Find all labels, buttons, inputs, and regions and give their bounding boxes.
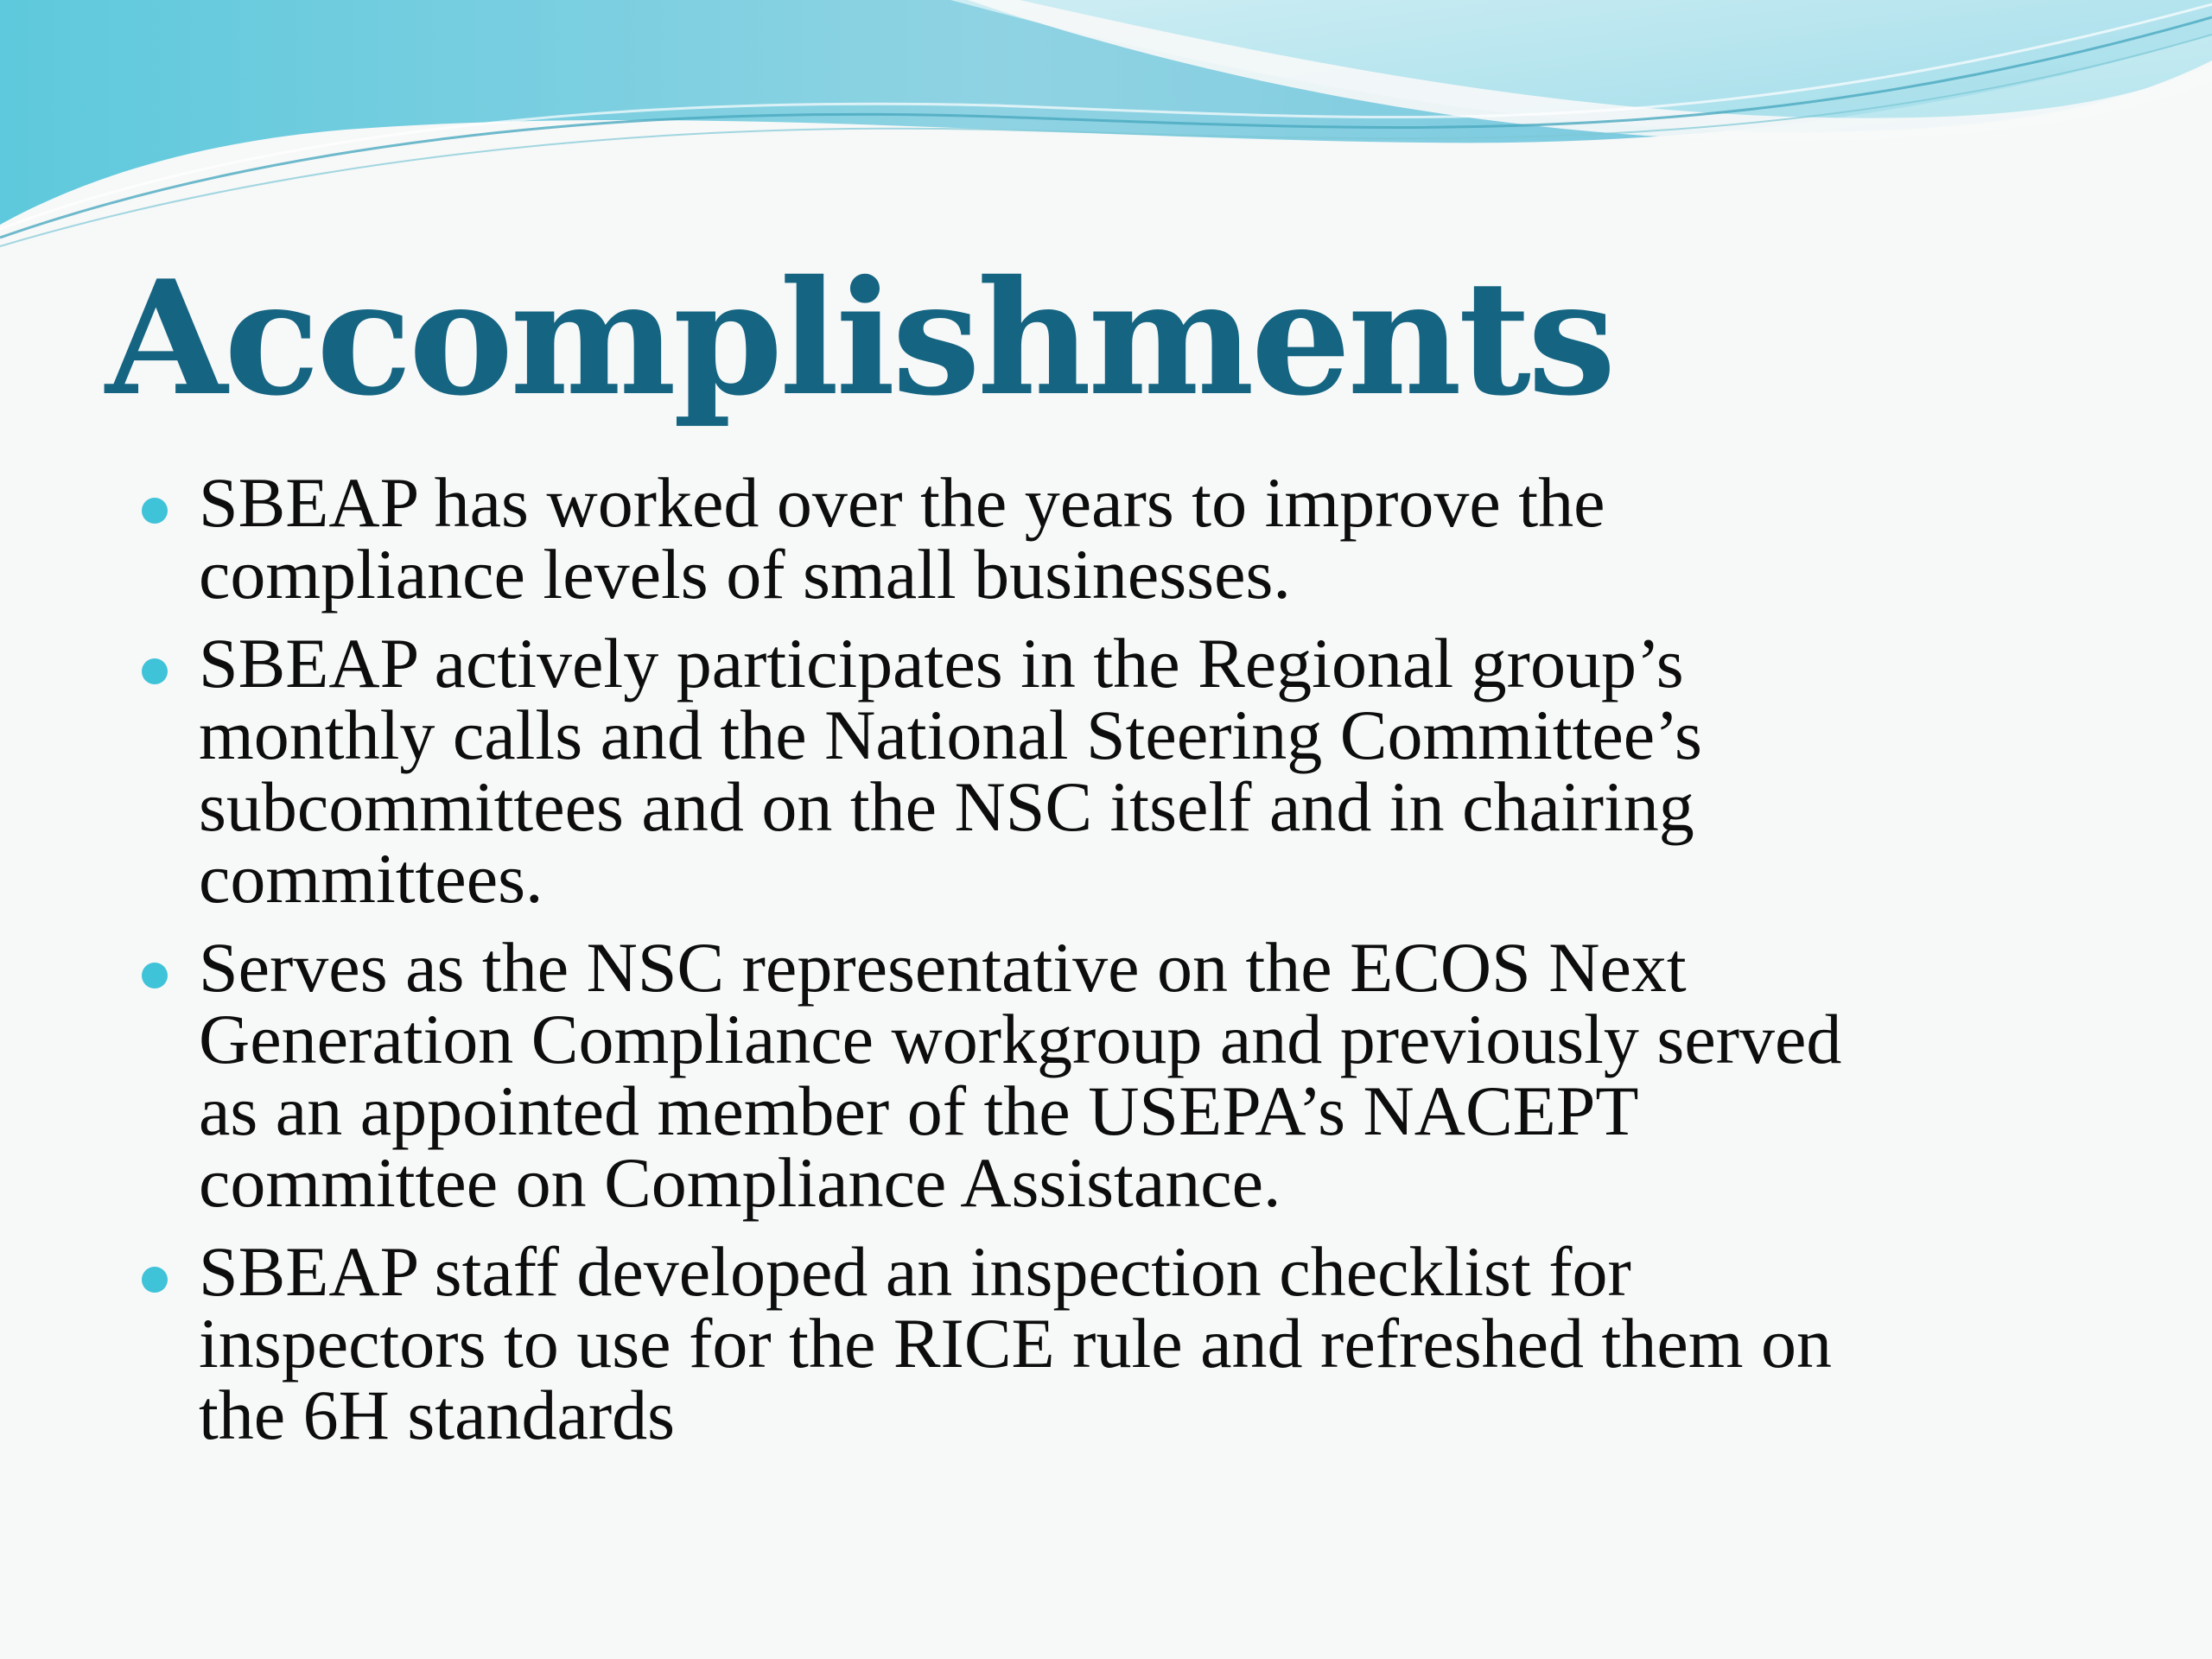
bullet-item [138,928,2126,1222]
bullet-text: SBEAP has worked over the years to improve the compliance levels of small businesses. [199,463,1605,613]
bullet-item [138,624,2126,918]
bullet-text: SBEAP actively participates in the Regional group’s monthly calls and the National Steering Committee’s subcommittees and on the NSC itself and in chairing committees. [199,624,1702,918]
circle-bullet-icon [142,1267,168,1293]
slide-title: Accomplishments [105,245,1613,430]
bullet-list [138,463,2126,1468]
bullet-text: SBEAP staff developed an inspection checklist for inspectors to use for the RICE rule and refreshed them on the 6H standards [199,1232,1833,1454]
circle-bullet-icon [142,498,168,524]
decorative-wave-header [0,0,2212,259]
bullet-item [138,463,2126,613]
bullet-text: Serves as the NSC representative on the ECOS Next Generation Compliance workgroup and previously served as an appointed member of the USEPA’s NACEPT committee on Compliance Assistance. [199,928,1842,1222]
circle-bullet-icon [142,963,168,988]
bullet-item [138,1232,2126,1454]
circle-bullet-icon [142,658,168,684]
